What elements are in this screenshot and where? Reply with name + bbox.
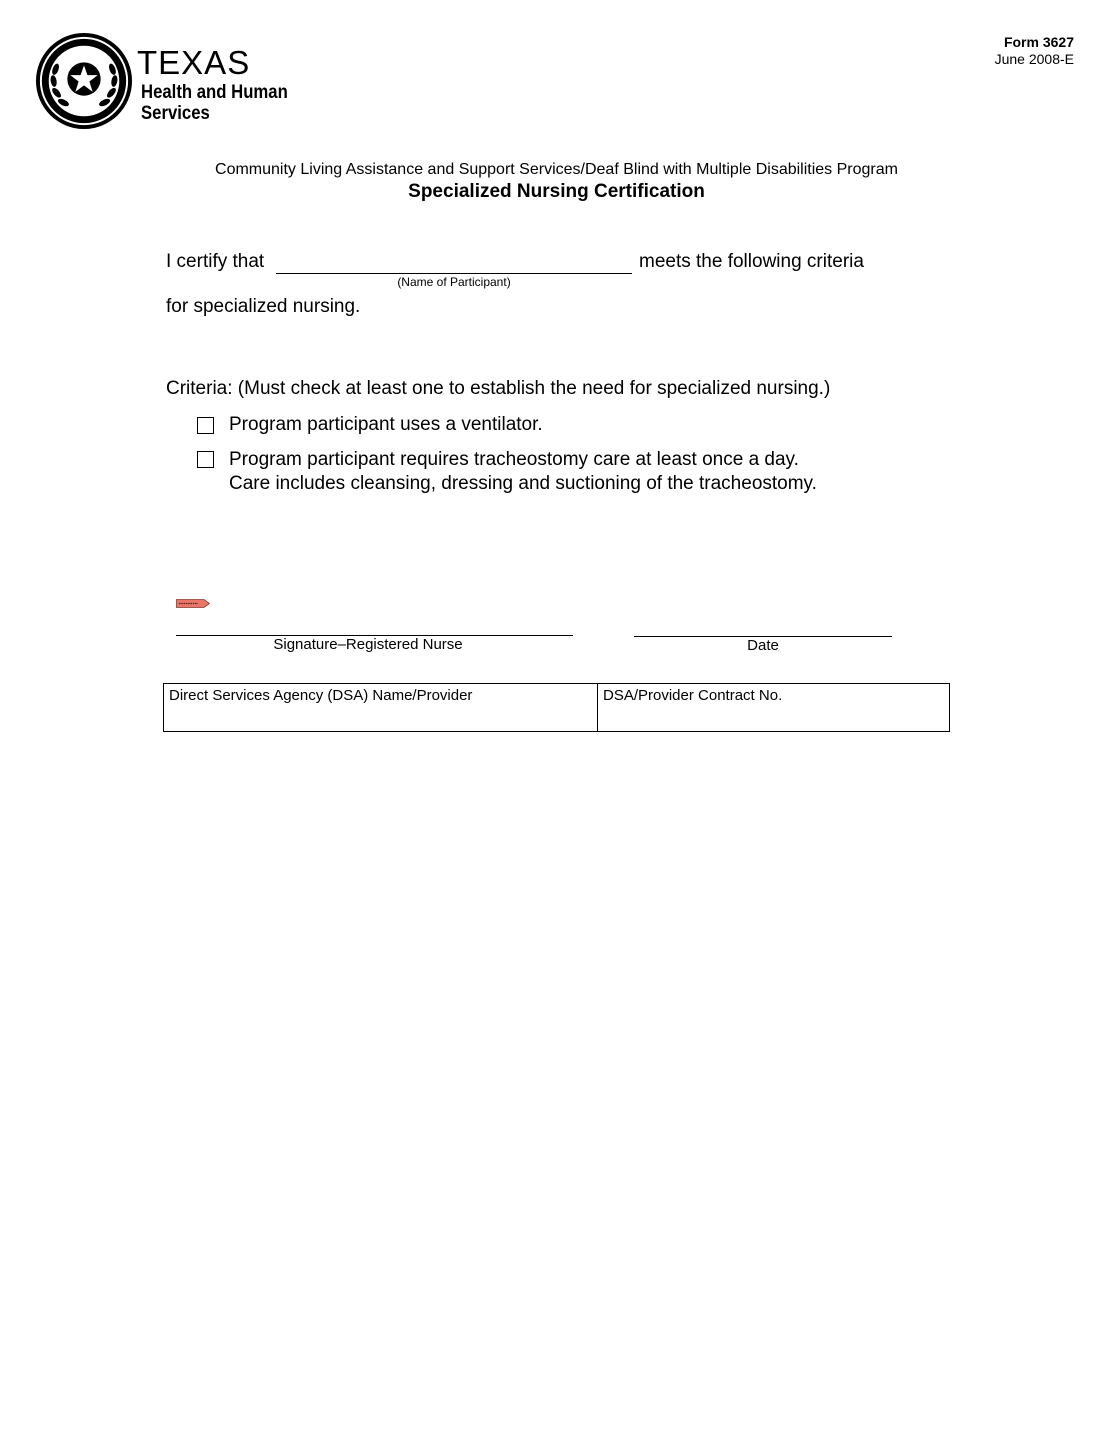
dsa-info-table (163, 683, 950, 732)
texas-hhs-seal-logo (35, 32, 133, 130)
logo-agency-name (141, 82, 288, 124)
form-number: Form 3627 (1003, 34, 1074, 50)
nurse-signature-caption: Signature–Registered Nurse (273, 636, 463, 653)
participant-name-field[interactable] (276, 273, 632, 274)
form-revision-date: June 2008-E (994, 51, 1074, 67)
form-title: Specialized Nursing Certification (408, 181, 705, 202)
dsa-contract-number-label: DSA/Provider Contract No. (603, 687, 783, 704)
program-title: Community Living Assistance and Support Services/Deaf Blind with Multiple Disabilities Program (215, 161, 898, 178)
logo-texas-text: TEXAS (137, 44, 251, 81)
ventilator-checkbox[interactable] (197, 417, 214, 434)
date-caption: Date (747, 637, 779, 654)
certify-line-2-text: for specialized nursing. (166, 296, 361, 317)
logo-agency-line-2: Services (141, 103, 210, 124)
logo-agency-line-1: Health and Human (141, 82, 288, 103)
certify-suffix-text: meets the following criteria (639, 251, 864, 272)
ventilator-criterion-label: Program participant uses a ventilator. (229, 414, 543, 435)
criteria-heading: Criteria: (Must check at least one to establish the need for specialized nursing.) (166, 378, 831, 399)
tracheostomy-criterion-label: Program participant requires tracheostomy care at least once a day. (229, 449, 799, 470)
tracheostomy-checkbox[interactable] (197, 451, 214, 468)
sign-here-flag-icon (176, 599, 210, 608)
dsa-name-provider-label: Direct Services Agency (DSA) Name/Provider (169, 687, 473, 704)
dsa-contract-number-field[interactable] (598, 684, 949, 731)
dsa-name-provider-field[interactable] (164, 684, 598, 731)
certify-prefix-text: I certify that (166, 251, 265, 272)
participant-name-caption: (Name of Participant) (397, 275, 511, 289)
tracheostomy-criterion-detail: Care includes cleansing, dressing and suctioning of the tracheostomy. (229, 473, 817, 494)
